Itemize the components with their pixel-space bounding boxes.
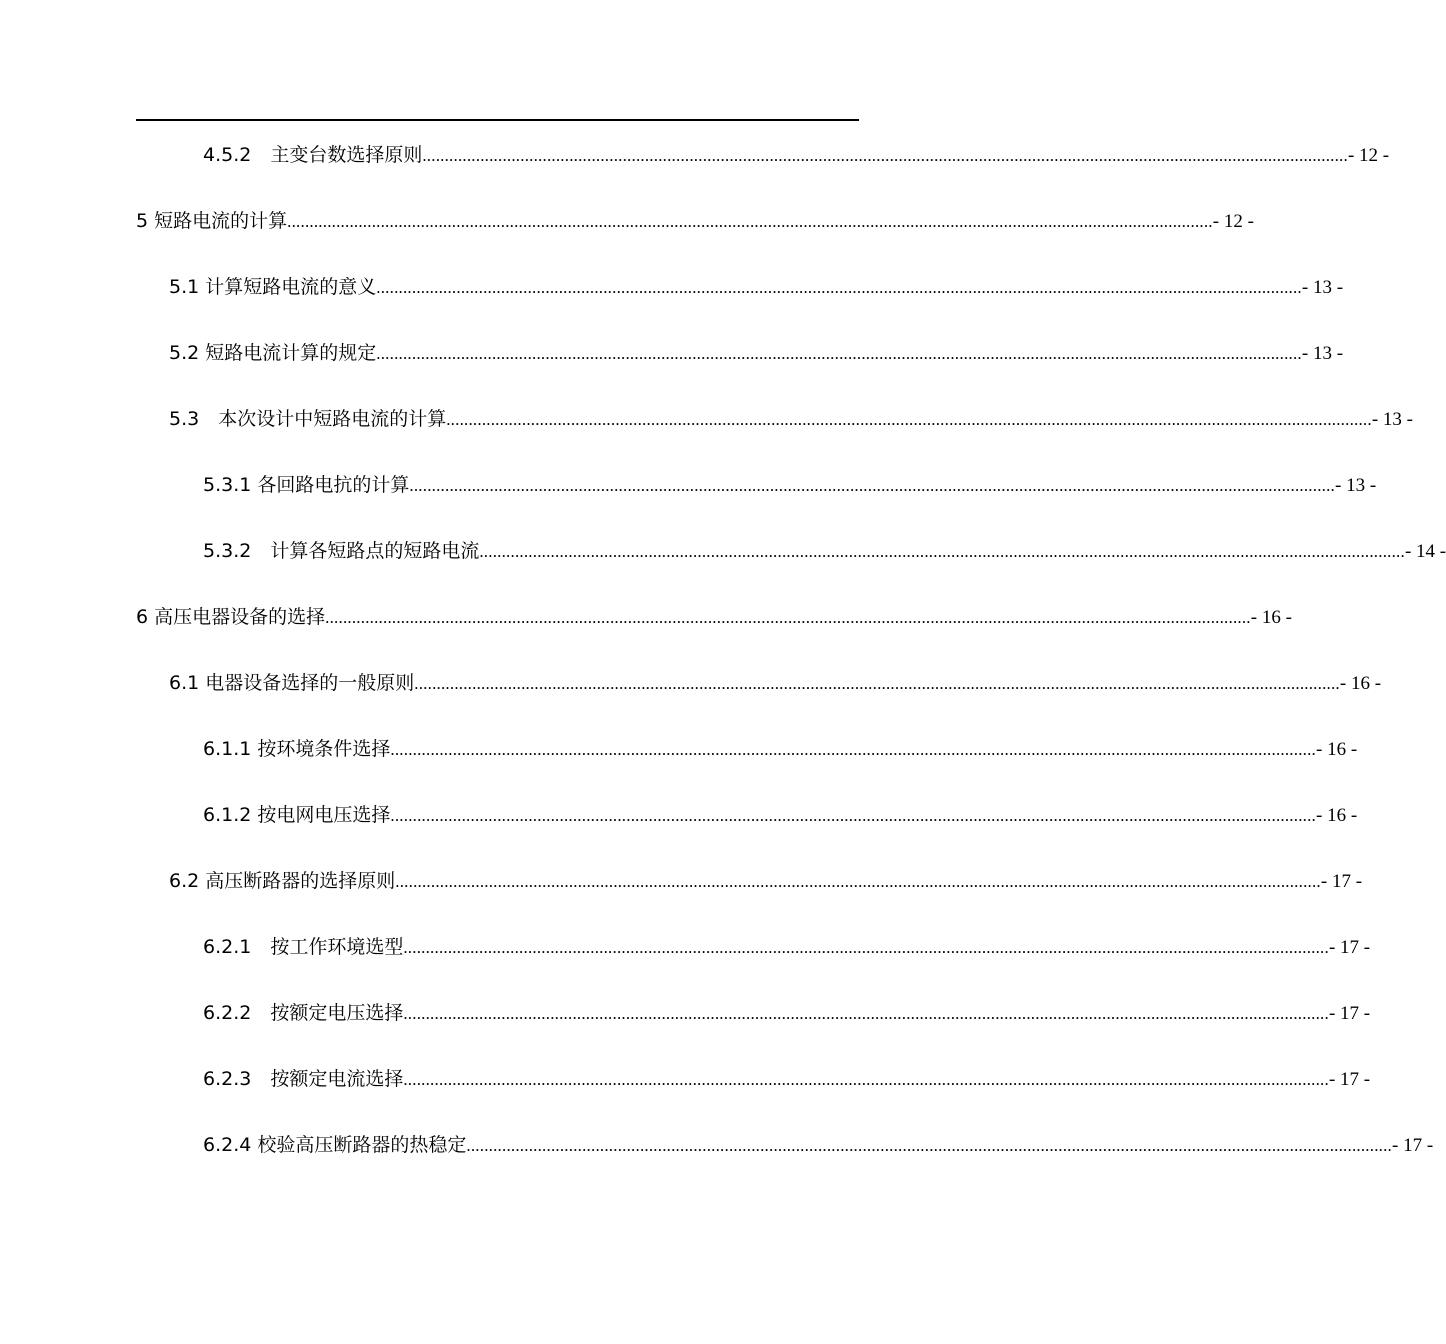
toc-entry-leader: ................................................................................................................................................................................................................ [403,938,1329,957]
toc-entry[interactable] [169,665,1382,695]
toc-entry[interactable] [169,401,1413,431]
toc-entry[interactable] [203,1127,1434,1157]
toc-entry-title: 6 高压电器设备的选择 [136,606,326,628]
toc-entry-leader: ................................................................................................................................................................................................................ [390,740,1316,759]
toc-entry-page: - 17 - [1320,871,1363,892]
toc-entry[interactable] [203,995,1371,1025]
toc-entry-page: - 14 - [1404,541,1446,562]
toc-entry-leader: ................................................................................................................................................................................................................ [414,674,1340,693]
toc-entry-page: - 17 - [1392,1135,1434,1156]
toc-entry-leader: ................................................................................................................................................................................................................ [466,1136,1392,1155]
toc-entry-page: - 17 - [1328,1069,1371,1090]
toc-entry-page: - 16 - [1339,673,1382,694]
toc-entry-page: - 16 - [1316,805,1358,826]
toc-entry-page: - 12 - [1347,145,1390,166]
toc-entry[interactable] [169,269,1344,299]
toc-entry-title: 6.1.2 按电网电压选择 [203,804,391,826]
toc-entry-title: 5.3 本次设计中短路电流的计算 [169,408,447,430]
toc-entry-leader: ................................................................................................................................................................................................................ [376,344,1302,363]
toc-entry-leader: ................................................................................................................................................................................................................ [446,410,1372,429]
toc-entry-page: - 16 - [1250,607,1292,628]
toc-entry-title: 5 短路电流的计算 [136,210,288,232]
toc-entry[interactable] [203,1061,1371,1091]
toc-entry[interactable] [203,467,1377,497]
toc-entry-title: 5.2 短路电流计算的规定 [169,342,377,364]
toc-entry-title: 6.1 电器设备选择的一般原则 [169,672,415,694]
toc-entry-leader: ................................................................................................................................................................................................................ [287,212,1213,231]
toc-entry-title: 6.2.4 校验高压断路器的热稳定 [203,1134,467,1156]
toc-entry-page: - 13 - [1301,277,1344,298]
toc-entry[interactable] [169,335,1344,365]
toc-entry-title: 5.3.1 各回路电抗的计算 [203,474,410,496]
toc-entry-page: - 16 - [1316,739,1358,760]
toc-entry-title: 5.3.2 计算各短路点的短路电流 [203,540,480,562]
toc-entry[interactable] [203,731,1358,761]
toc-entry-leader: ................................................................................................................................................................................................................ [390,806,1316,825]
toc-entry-page: - 13 - [1371,409,1413,430]
toc-entry-title: 6.2.3 按额定电流选择 [203,1068,404,1090]
toc-entry-title: 6.2 高压断路器的选择原则 [169,870,396,892]
toc-entry[interactable] [203,137,1390,167]
toc-entry-leader: ................................................................................................................................................................................................................ [395,872,1321,891]
toc-entry-leader: ................................................................................................................................................................................................................ [403,1070,1329,1089]
toc-entry-title: 6.1.1 按环境条件选择 [203,738,391,760]
toc-entry[interactable] [136,599,1292,629]
toc-entry-leader: ................................................................................................................................................................................................................ [409,476,1335,495]
toc-entry[interactable] [203,929,1371,959]
toc-entry-leader: ................................................................................................................................................................................................................ [325,608,1251,627]
toc-entry[interactable] [203,797,1358,827]
toc-entry-leader: ................................................................................................................................................................................................................ [422,146,1348,165]
toc-entry-page: - 17 - [1328,1003,1371,1024]
toc-entry[interactable] [203,533,1446,563]
toc-entry-title: 6.2.1 按工作环境选型 [203,936,404,958]
toc-entry-page: - 17 - [1328,937,1371,958]
toc-entry[interactable] [169,863,1363,893]
toc-entry-title: 6.2.2 按额定电压选择 [203,1002,404,1024]
toc-entry-page: - 12 - [1212,211,1254,232]
toc-entry-leader: ................................................................................................................................................................................................................ [479,542,1405,561]
toc-entry-leader: ................................................................................................................................................................................................................ [376,278,1302,297]
toc-entry-title: 4.5.2 主变台数选择原则 [203,144,423,166]
toc-entry[interactable] [136,203,1254,233]
toc-entry-page: - 13 - [1335,475,1377,496]
toc-entry-page: - 13 - [1301,343,1344,364]
toc-entry-title: 5.1 计算短路电流的意义 [169,276,377,298]
toc-entry-leader: ................................................................................................................................................................................................................ [403,1004,1329,1023]
